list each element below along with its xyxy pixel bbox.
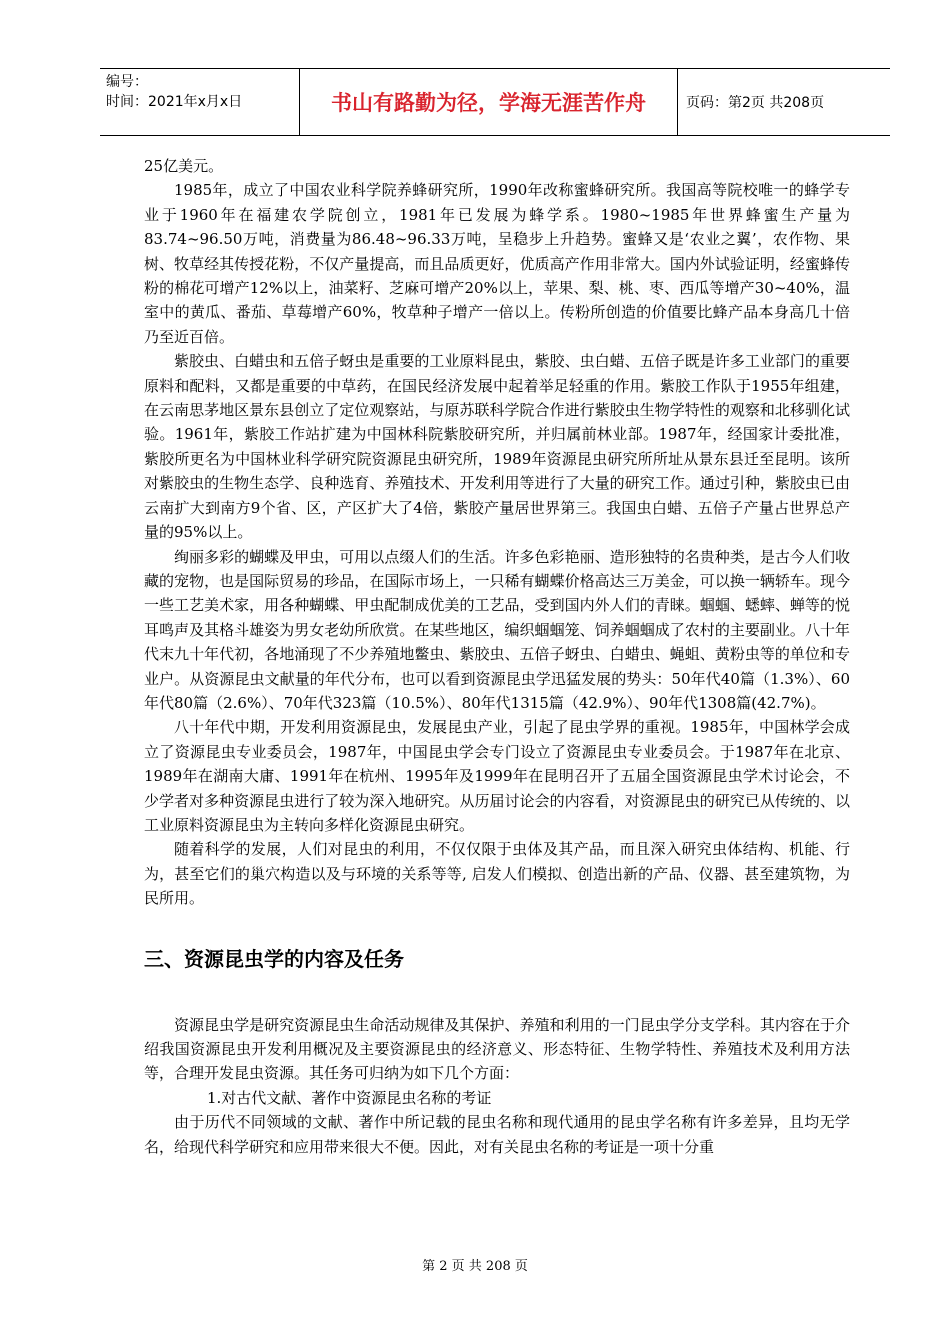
paragraph: 紫胶虫、白蜡虫和五倍子蚜虫是重要的工业原料昆虫，紫胶、虫白蜡、五倍子既是许多工业部门的重要原料和配料，又都是重要的中草药，在国民经济发展中起着举足轻重的作用。紫胶工作队于1955年组建，在云南思茅地区景东县创立了定位观察站，与原苏联科学院合作进行紫胶虫生物学特性的观察和北移驯化试验。1961年，紫胶工作站扩建为中国林科院紫胶研究所，并归属前林业部。1987年，经国家计委批准，紫胶所更名为中国林业科学研究院资源昆虫研究所，1989年资源昆虫研究所所址从景东县迁至昆明。该所对紫胶虫的生物生态学、良种选育、养殖技术、开发利用等进行了大量的研究工作。通过引种，紫胶虫已由云南扩大到南方9个省、区，产区扩大了4倍，紫胶产量居世界第三。我国虫白蜡、五倍子产量占世界总产量的95%以上。 — [144, 352, 850, 542]
paragraph: 1985年，成立了中国农业科学院养蜂研究所，1990年改称蜜蜂研究所。我国高等院校唯一的蜂学专业于1960年在福建农学院创立，1981年已发展为蜂学系。1980~1985年世界蜂蜜生产量为83.74~96.50万吨，消费量为86.48~96.33万吨，呈稳步上升趋势。蜜蜂又是‘农业之翼’，农作物、果树、牧草经其传授花粉，不仅产量提高，而且品质更好，优质高产作用非常大。国内外试验证明，经蜜蜂传粉的棉花可增产12%以上，油菜籽、芝麻可增产20%以上，苹果、梨、桃、枣、西瓜等增产30~40%，温室中的黄瓜、番茄、草莓增产60%，牧草种子增产一倍以上。传粉所创造的价值要比蜂产品本身高几十倍乃至近百倍。 — [144, 181, 850, 346]
paragraph: 25亿美元。 — [144, 157, 224, 175]
paragraph: 随着科学的发展，人们对昆虫的利用，不仅仅限于虫体及其产品，而且深入研究虫体结构、机能、行为，甚至它们的巢穴构造以及与环境的关系等等, 启发人们模拟、创造出新的产品、仪器、甚至建筑物，为民所用。 — [144, 840, 850, 908]
section-heading: 三、资源昆虫学的内容及任务 — [144, 946, 404, 971]
time-label: 时间：2021年x月x日 — [106, 94, 243, 110]
header-motto: 书山有路勤为径，学海无涯苦作舟 — [300, 69, 678, 135]
document-body — [144, 154, 850, 1159]
subsection-title: 1.对古代文献、著作中资源昆虫名称的考证 — [207, 1088, 492, 1107]
page-footer: 第 2 页 共 208 页 — [422, 1259, 528, 1274]
paragraph: 八十年代中期，开发利用资源昆虫，发展昆虫产业，引起了昆虫学界的重视。1985年，中国林学会成立了资源昆虫专业委员会，1987年，中国昆虫学会专门设立了资源昆虫专业委员会。于1987年在北京、1989年在湖南大庸、1991年在杭州、1995年及1999年在昆明召开了五届全国资源昆虫学术讨论会，不少学者对多种资源昆虫进行了较为深入地研究。从历届讨论会的内容看，对资源昆虫的研究已从传统的、以工业原料资源昆虫为主转向多样化资源昆虫研究。 — [144, 718, 850, 834]
paragraph: 绚丽多彩的蝴蝶及甲虫，可用以点缀人们的生活。许多色彩艳丽、造形独特的名贵种类，是古今人们收藏的宠物，也是国际贸易的珍品，在国际市场上，一只稀有蝴蝶价格高达三万美金，可以换一辆轿车。现今一些工艺美术家，用各种蝴蝶、甲虫配制成优美的工艺品，受到国内外人们的青睐。蝈蝈、蟋蟀、蝉等的悦耳鸣声及其格斗雄姿为男女老幼所欣赏。在某些地区，编织蝈蝈笼、饲养蝈蝈成了农村的主要副业。八十年代末九十年代初，各地涌现了不少养殖地鳖虫、紫胶虫、五倍子蚜虫、白蜡虫、蝇蛆、黄粉虫等的单位和专业户。从资源昆虫文献量的年代分布，也可以看到资源昆虫学迅猛发展的势头：50年代40篇（1.3%）、60年代80篇（2.6%）、70年代323篇（10.5%）、80年代1315篇（42.9%）、90年代1308篇(42.7%)。 — [144, 547, 850, 712]
paragraph: 资源昆虫学是研究资源昆虫生命活动规律及其保护、养殖和利用的一门昆虫学分支学科。其内容在于介绍我国资源昆虫开发利用概况及主要资源昆虫的经济意义、形态特征、生物学特性、养殖技术及利用方法等，合理开发昆虫资源。其任务可归纳为如下几个方面： — [144, 1015, 850, 1083]
paragraph: 由于历代不同领域的文献、著作中所记载的昆虫名称和现代通用的昆虫学名称有许多差异，且均无学名，给现代科学研究和应用带来很大不便。因此，对有关昆虫名称的考证是一项十分重 — [144, 1113, 850, 1156]
page-header — [100, 68, 890, 136]
number-label: 编号： — [106, 74, 148, 90]
header-page-info: 页码：第2页 共208页 — [686, 95, 825, 111]
header-meta — [100, 69, 300, 135]
